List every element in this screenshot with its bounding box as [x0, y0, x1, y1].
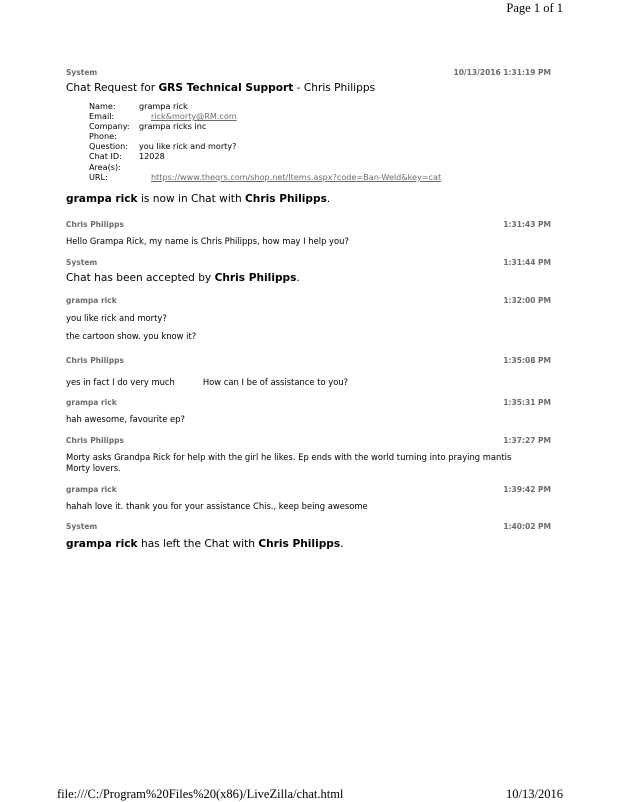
sender-name: Chris Philipps [66, 436, 124, 445]
detail-row: Area(s): [89, 161, 121, 172]
sender-name: Chris Philipps [66, 356, 124, 365]
url-link[interactable]: https://www.theqrs.com/shop.net/Items.aspx?code=Ban-Weld&key=cat [151, 171, 442, 182]
message-header [66, 522, 551, 531]
email-link[interactable]: rick&morty@RM.com [151, 111, 237, 122]
footer-file-path: file:///C:/Program%20Files%20(x86)/LiveZilla/chat.html [57, 787, 344, 801]
detail-row: Phone: [89, 131, 117, 142]
timestamp: 1:31:44 PM [503, 258, 551, 267]
timestamp: 1:40:02 PM [503, 522, 551, 531]
detail-row: URL: https://www.theqrs.com/shop.net/Items.aspx?code=Ban-Weld&key=cat [89, 171, 442, 182]
visitor-name: grampa rick [66, 538, 138, 550]
join-notice: grampa rick is now in Chat with Chris Philipps. [66, 193, 331, 205]
message-header [66, 258, 551, 267]
detail-row: Question: you like rick and morty? [89, 141, 237, 152]
sender-name: grampa rick [66, 296, 117, 305]
message-text: Hello Grampa Rick, my name is Chris Philipps, how may I help you? [66, 236, 349, 246]
timestamp: 1:35:31 PM [503, 398, 551, 407]
sender-name: System [66, 522, 98, 531]
operator-name: Chris Philipps [245, 193, 327, 205]
message-text: hah awesome, favourite ep? [66, 414, 185, 424]
left-notice: grampa rick has left the Chat with Chris Philipps. [66, 538, 344, 550]
group-name: GRS Technical Support [158, 82, 294, 94]
detail-row: Name: grampa rick [89, 101, 188, 111]
sender-name: System [66, 258, 98, 267]
sender-name: grampa rick [66, 398, 117, 407]
message-text: you like rick and morty? [66, 313, 167, 323]
message-header [66, 296, 551, 305]
operator-name: Chris Philipps [258, 538, 341, 550]
message-text: yes in fact I do very much How can I be of assistance to you? [66, 377, 349, 387]
message-header [66, 436, 551, 445]
message-header [66, 68, 551, 77]
accepted-notice: Chat has been accepted by Chris Philipps. [66, 272, 300, 284]
detail-row: Email: rick&morty@RM.com [89, 111, 237, 122]
detail-row: Chat ID: 12028 [89, 151, 165, 162]
timestamp: 1:32:00 PM [503, 296, 551, 305]
message-text: hahah love it. thank you for your assistance Chis., keep being awesome [66, 501, 368, 511]
message-header [66, 220, 551, 229]
chat-request-title: Chat Request for GRS Technical Support - Chris Philipps [66, 82, 376, 94]
footer-date: 10/13/2016 [506, 787, 563, 801]
message-text: the cartoon show. you know it? [66, 331, 197, 341]
timestamp: 10/13/2016 1:31:19 PM [453, 68, 551, 77]
timestamp: 1:31:43 PM [503, 220, 551, 229]
timestamp: 1:35:08 PM [503, 356, 551, 365]
operator-name: Chris Philipps [303, 82, 376, 94]
timestamp: 1:39:42 PM [503, 485, 551, 494]
message-header [66, 398, 551, 407]
visitor-name: grampa rick [66, 193, 138, 205]
page-number: Page 1 of 1 [506, 1, 563, 15]
message-header [66, 485, 551, 494]
sender-name: System [66, 68, 98, 77]
sender-name: grampa rick [66, 485, 117, 494]
detail-row: Company: grampa ricks inc [89, 121, 207, 132]
message-text: Morty asks Grandpa Rick for help with the girl he likes. Ep ends with the world turning into praying mantis Morty lovers. [66, 452, 512, 473]
operator-name: Chris Philipps [214, 272, 297, 284]
visitor-details [89, 101, 441, 182]
sender-name: Chris Philipps [66, 220, 124, 229]
timestamp: 1:37:27 PM [503, 436, 551, 445]
message-header [66, 356, 551, 365]
